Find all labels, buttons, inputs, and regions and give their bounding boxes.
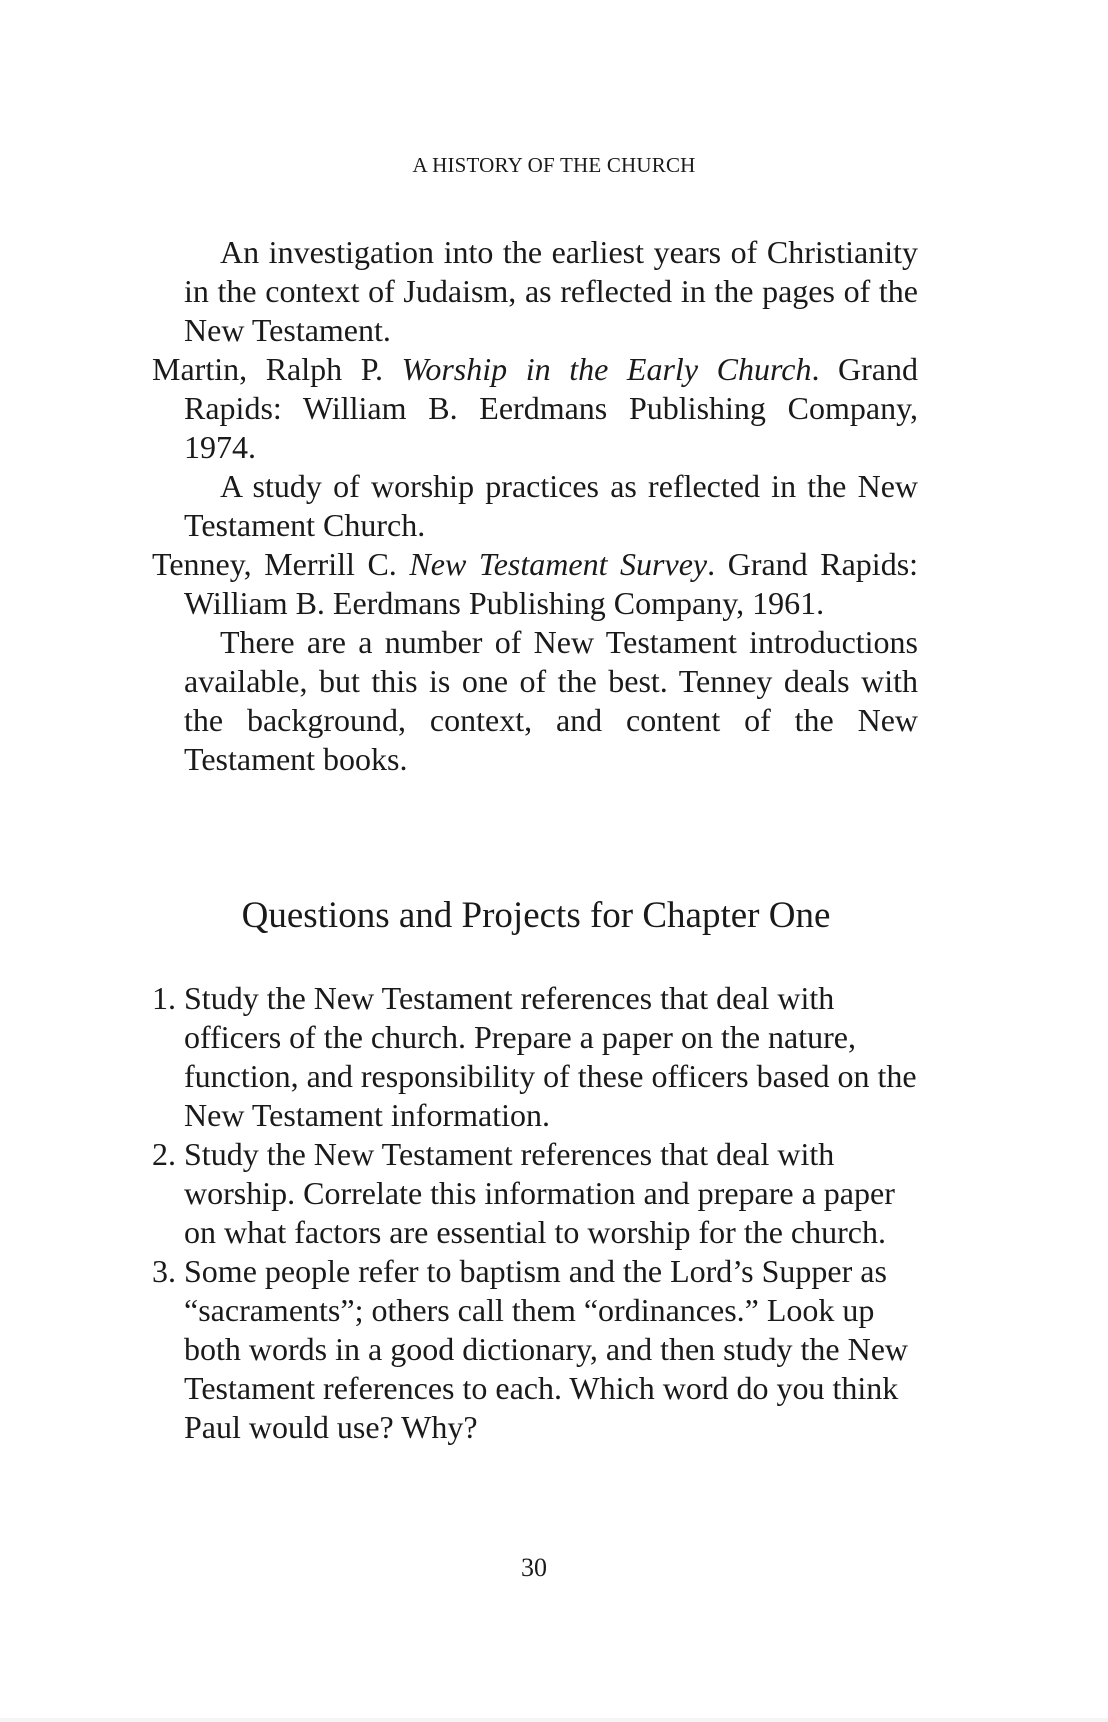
annotation-paragraph: A study of worship practices as reflected in the New Testament Church. bbox=[184, 468, 918, 543]
question-number: 1. bbox=[152, 980, 176, 1016]
annotation-paragraph: There are a number of New Testament introductions available, but this is one of the best. Tenney deals with the background, context, and content of the New Testament books. bbox=[184, 624, 918, 777]
questions-list bbox=[152, 979, 918, 1447]
bibliography-entry bbox=[152, 545, 918, 623]
bibliography-entry bbox=[152, 350, 918, 467]
entry-title: Worship in the Early Church bbox=[401, 351, 812, 387]
question-number: 3. bbox=[152, 1253, 176, 1289]
entry-publication: . Grand Rapids: William B. Eerdmans Publishing Company, 1974. bbox=[184, 351, 919, 465]
bibliography-block bbox=[152, 233, 918, 779]
list-item bbox=[152, 1252, 918, 1447]
running-head: A HISTORY OF THE CHURCH bbox=[412, 153, 696, 177]
question-number: 2. bbox=[152, 1136, 176, 1172]
annotation-paragraph: An investigation into the earliest years of Christianity in the context of Judaism, as reflected in the pages of the New Testament. bbox=[184, 234, 918, 348]
section-title: Questions and Projects for Chapter One bbox=[241, 895, 831, 936]
list-item bbox=[152, 979, 918, 1135]
question-text: Some people refer to baptism and the Lord’s Supper as “sacraments”; others call them “ordinances.” Look up both words in a good dictionary, and then study the New Testament references to each. Which word do you think Paul would use? Why? bbox=[184, 1253, 909, 1445]
entry-title: New Testament Survey bbox=[409, 546, 708, 582]
question-text: Study the New Testament references that deal with worship. Correlate this information and prepare a paper on what factors are essential to worship for the church. bbox=[184, 1136, 895, 1250]
entry-publication: . Grand Rapids: William B. Eerdmans Publishing Company, 1961. bbox=[184, 546, 919, 621]
entry-author: Martin, Ralph P. bbox=[152, 351, 383, 387]
entry-author: Tenney, Merrill C. bbox=[152, 546, 397, 582]
question-text: Study the New Testament references that deal with officers of the church. Prepare a paper on the nature, function, and responsibility of these officers based on the New Testament information. bbox=[184, 980, 917, 1133]
list-item bbox=[152, 1135, 918, 1252]
page-number: 30 bbox=[521, 1553, 547, 1582]
